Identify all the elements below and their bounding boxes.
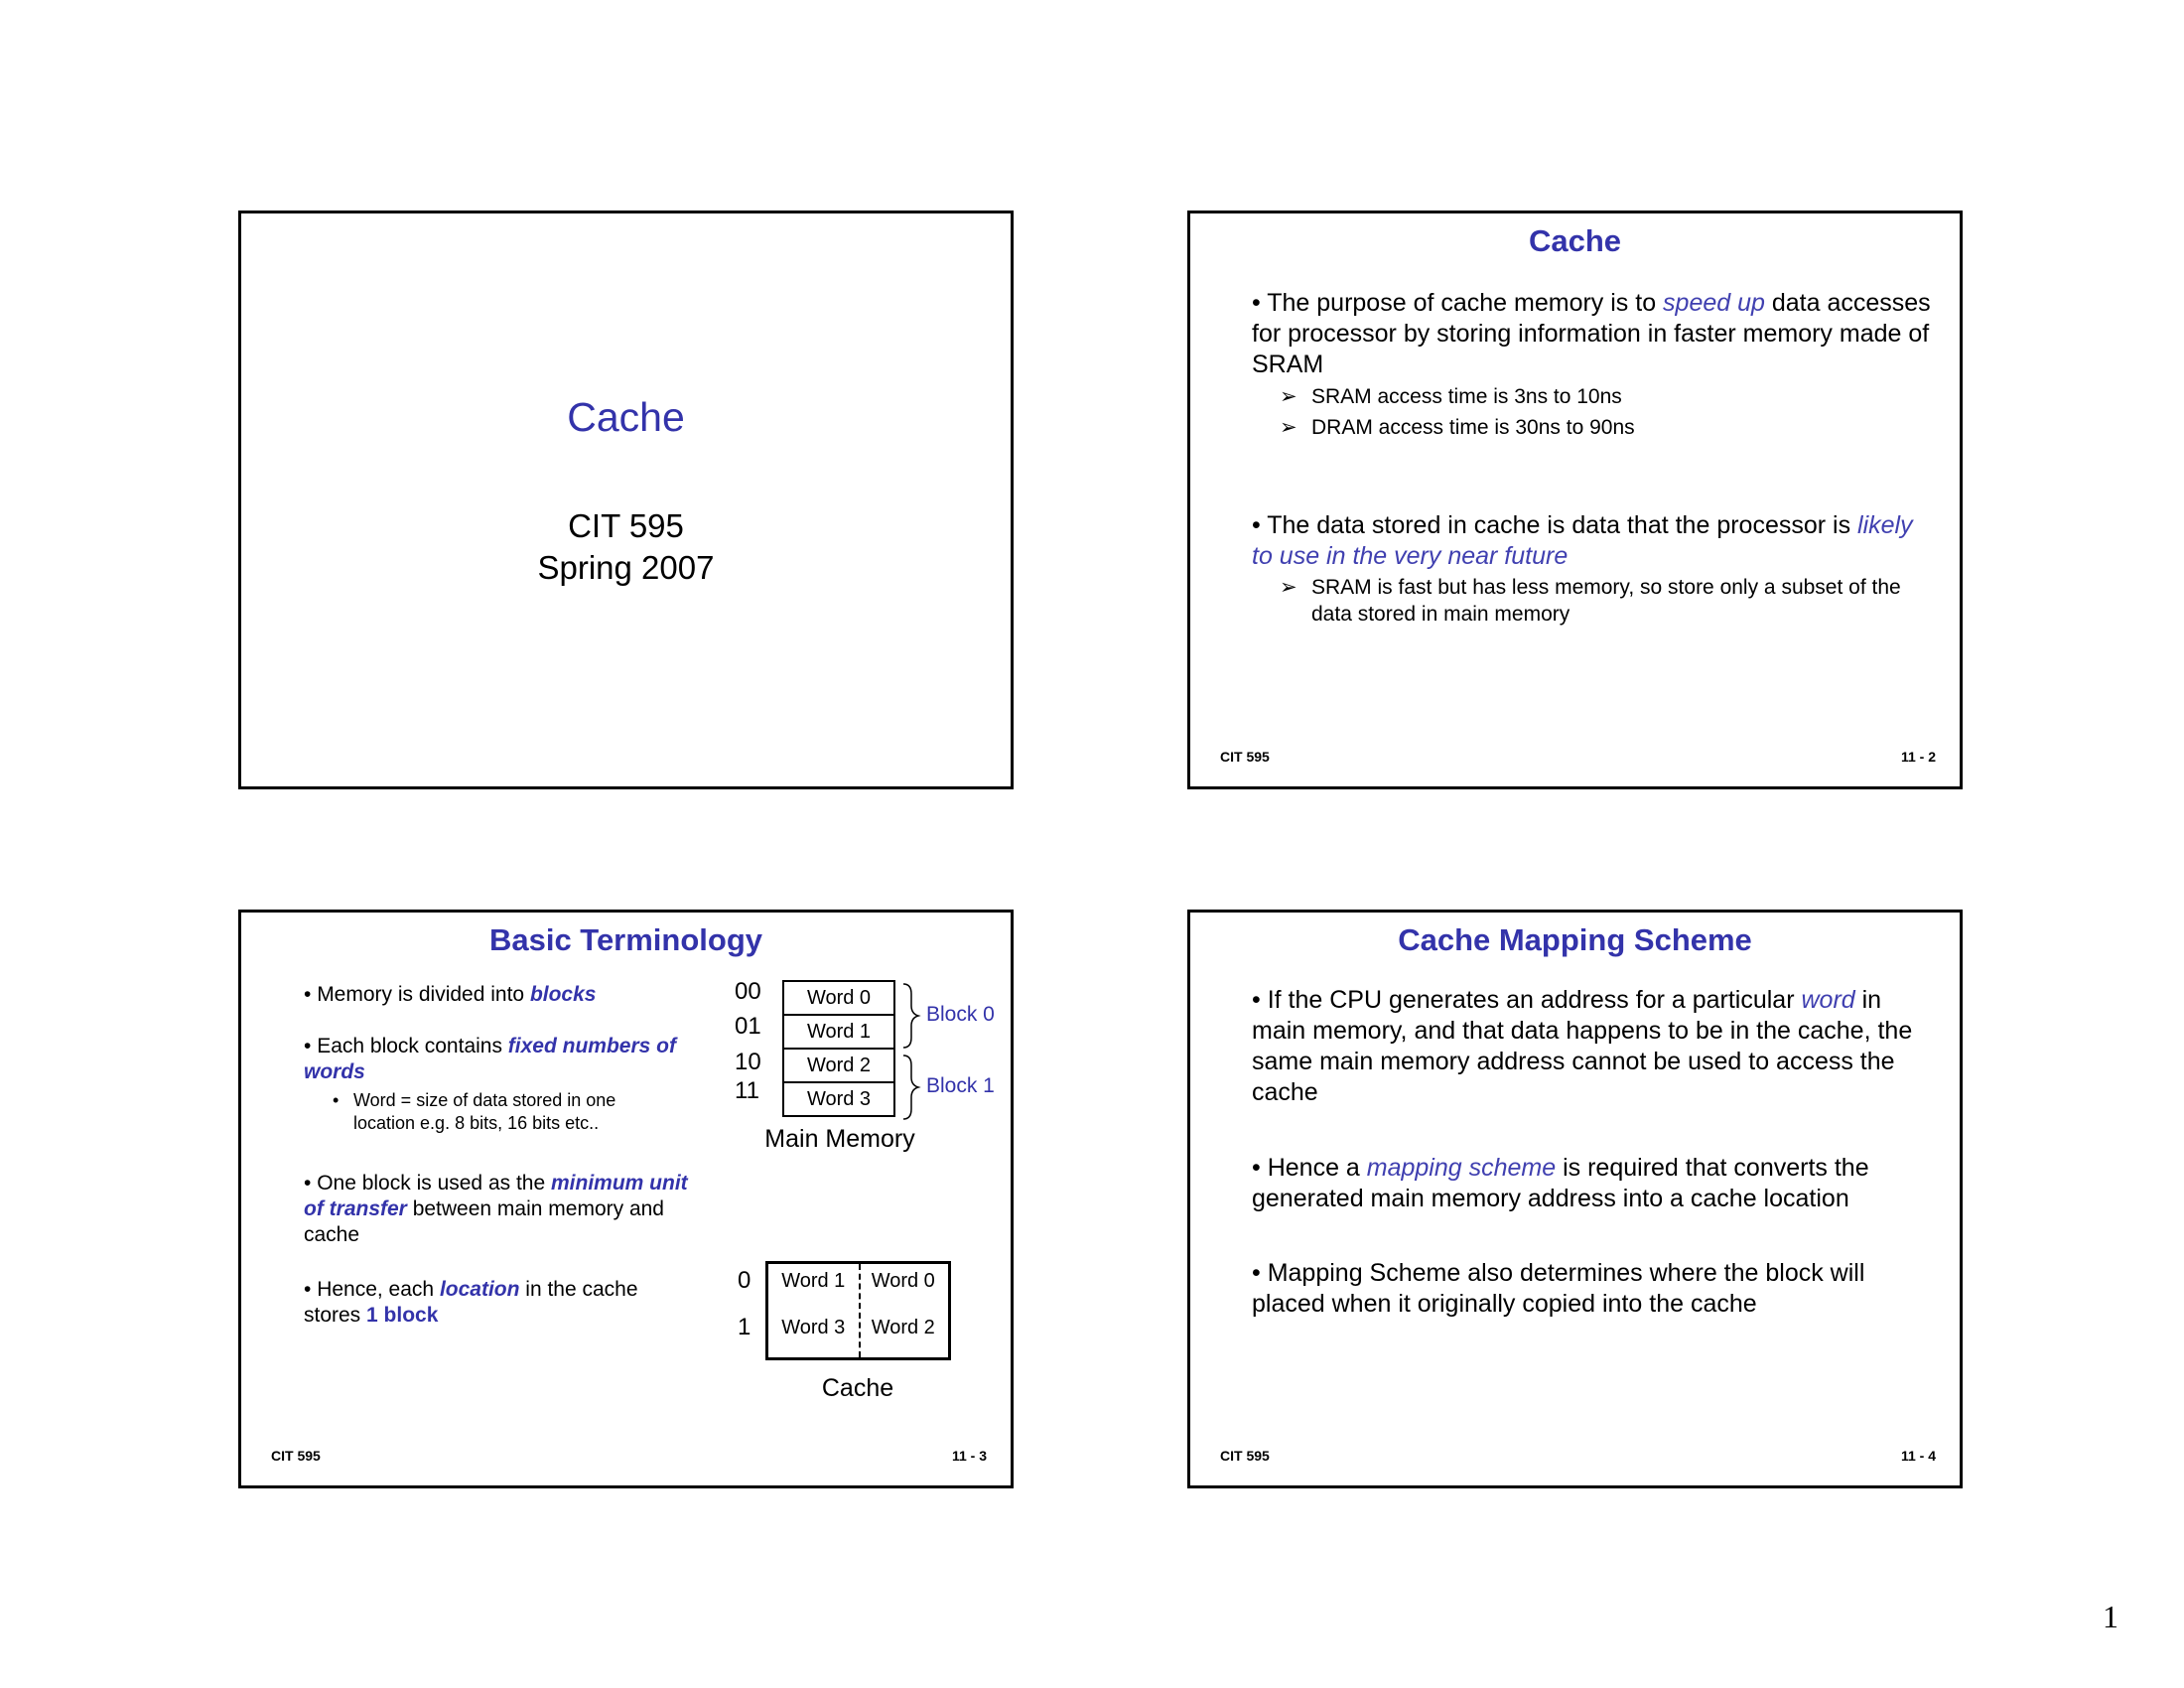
slide-2-footer-left: CIT 595 — [1220, 749, 1270, 765]
bullet-dot: • — [1252, 986, 1268, 1014]
main-memory-label: Main Memory — [764, 1125, 915, 1153]
emphasis-mapping-scheme: mapping scheme — [1366, 1154, 1557, 1182]
slide-3-bullet-3: • One block is used as the minimum unit of transfer between main memory and cache — [304, 1172, 688, 1246]
bullet-dot: • — [333, 1090, 340, 1110]
memory-word-1: Word 1 — [784, 1016, 893, 1050]
bullet-dot: • — [304, 1278, 318, 1301]
block-1-label: Block 1 — [926, 1074, 995, 1097]
slide-2-title: Cache — [1528, 223, 1622, 258]
cache-row-1 — [768, 1311, 948, 1357]
cache-row-1-index: 1 — [738, 1314, 751, 1340]
slide-1-title: Cache — [567, 394, 685, 440]
bullet-dot: • — [304, 1172, 318, 1195]
bullet-dot: • — [1252, 289, 1268, 317]
slide-2-footer-right: 11 - 2 — [1900, 749, 1936, 765]
slide-3-footer-right: 11 - 3 — [951, 1448, 987, 1464]
address-11: 11 — [735, 1077, 759, 1104]
emphasis-word: word — [1801, 986, 1855, 1014]
slide-4-footer-left: CIT 595 — [1220, 1448, 1270, 1464]
cache-cell: Word 1 — [781, 1270, 846, 1292]
arrow-bullet-icon: ➢ — [1280, 385, 1297, 408]
memory-word-3: Word 3 — [806, 1088, 872, 1110]
bullet-dot: • — [304, 983, 318, 1006]
slide-4-bullet-2: • Hence a mapping scheme is required that converts the generated main memory address into a cache location — [1252, 1154, 1869, 1212]
slide-4-footer-right: 11 - 4 — [1900, 1448, 1936, 1464]
slide-2-sub-1: ➢ SRAM access time is 3ns to 10ns — [1280, 385, 1622, 408]
slide-3-bullet-2-sub: • Word = size of data stored in one location e.g. 8 bits, 16 bits etc.. — [333, 1090, 616, 1133]
address-00: 00 — [735, 978, 761, 1005]
emphasis-speed-up: speed up — [1663, 289, 1765, 317]
block-0-label: Block 0 — [926, 1003, 995, 1026]
cache-cell: Word 0 — [871, 1270, 935, 1292]
slide-2-bullet-2: • The data stored in cache is data that the processor is likely to use in the very near future — [1252, 511, 1913, 570]
slide-1-term: Spring 2007 — [537, 549, 715, 586]
slide-4-title: Cache Mapping Scheme — [1398, 922, 1752, 957]
cache-table — [765, 1261, 951, 1360]
memory-word-0: Word 0 — [784, 982, 893, 1016]
slide-4-bullet-3: • Mapping Scheme also determines where the block will placed when it originally copied into the cache — [1252, 1259, 1865, 1318]
cache-cell: Word 2 — [871, 1317, 935, 1338]
bullet-dot: • — [1252, 1154, 1268, 1182]
slide-3-title: Basic Terminology — [488, 922, 763, 957]
bullet-dot: • — [1252, 511, 1268, 539]
cache-label: Cache — [821, 1374, 894, 1402]
slide-3-bullet-2: • Each block contains fixed numbers of words — [304, 1035, 676, 1083]
cache-row-0 — [768, 1264, 948, 1311]
main-memory-table — [782, 980, 895, 1117]
arrow-bullet-icon: ➢ — [1280, 416, 1297, 439]
slide-4-bullet-1: • If the CPU generates an address for a particular word in main memory, and that data happens to be in the cache, the same main memory address cannot be used to access the cache — [1252, 986, 1913, 1106]
block-brace-icons — [901, 982, 921, 1121]
slide-2 — [1187, 211, 1963, 789]
bullet-dot: • — [1252, 1259, 1268, 1287]
cache-row-0-index: 0 — [738, 1267, 751, 1294]
slide-2-sub-2: ➢ DRAM access time is 30ns to 90ns — [1280, 416, 1635, 439]
bullet-dot: • — [304, 1035, 318, 1057]
address-10: 10 — [735, 1049, 761, 1075]
page-number: 1 — [2103, 1599, 2118, 1634]
slide-2-sub-3: ➢ SRAM is fast but has less memory, so store only a subset of the data stored in main memory — [1280, 576, 1901, 626]
block-0-brace-icon — [903, 984, 918, 1048]
slide-2-bullet-1: • The purpose of cache memory is to speed up data accesses for processor by storing information in faster memory made of SRAM — [1252, 289, 1931, 378]
slide-3-footer-left: CIT 595 — [271, 1448, 321, 1464]
slide-3 — [238, 910, 1014, 1488]
slide-1 — [238, 211, 1014, 789]
address-01: 01 — [735, 1013, 761, 1040]
cache-cell: Word 3 — [781, 1317, 846, 1338]
slide-1-course: CIT 595 — [568, 507, 684, 544]
emphasis-near-future: likely to use in the very near future — [1252, 511, 1913, 570]
arrow-bullet-icon: ➢ — [1280, 576, 1297, 599]
block-1-brace-icon — [903, 1055, 918, 1119]
slide-4 — [1187, 910, 1963, 1488]
slide-3-bullet-4: • Hence, each location in the cache stores 1 block — [304, 1278, 638, 1327]
slide-3-bullet-1: • Memory is divided into blocks — [304, 983, 597, 1006]
memory-word-2: Word 2 — [784, 1050, 893, 1083]
